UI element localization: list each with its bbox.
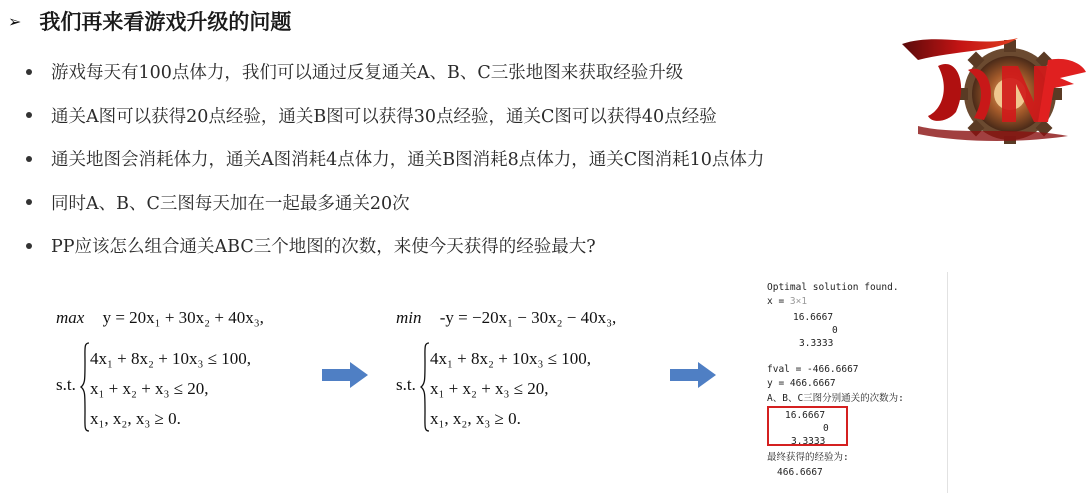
bullet-text: 通关地图会消耗体力，通关A图消耗4点体力，通关B图消耗8点体力，通关C图消耗10点体力 [51,150,765,171]
console-count-value: 3.3333 [791,436,826,447]
objective-min [396,308,616,328]
console-x-label: x = 3×1 [767,296,808,307]
constraint-count: x₁ + x₂ + x₃ ≤ 20, [430,379,549,398]
console-exp-label: 最终获得的经验为: [767,452,849,463]
bullet-item [26,224,946,268]
subject-to-label: s.t. [56,375,76,394]
console-y: y = 466.6667 [767,378,836,389]
bullet-dot-icon [26,112,32,118]
constraint-list [90,344,251,434]
slide-title-text: 我们再来看游戏升级的问题 [39,10,292,34]
bullet-text: 同时A、B、C三图每天加在一起最多通关20次 [51,193,410,214]
objective-expression: y = 20x₁ + 30x₂ + 40x₃, [102,308,264,327]
console-x-value: 3.3333 [799,338,834,349]
bullet-item [26,137,946,181]
right-arrow-icon [670,362,716,388]
console-found: Optimal solution found. [767,282,899,293]
left-brace-icon [80,342,90,432]
slide-title [8,6,291,36]
console-count-value: 16.6667 [785,410,826,421]
constraint-stamina: 4x₁ + 8x₂ + 10x₃ ≤ 100, [90,349,252,368]
bullet-dot-icon [26,199,32,205]
objective-max [56,308,264,328]
constraint-count: x₁ + x₂ + x₃ ≤ 20, [90,379,209,398]
console-x-value: 16.6667 [793,312,834,323]
matlab-console-output [757,272,948,493]
right-arrow-icon [322,362,368,388]
left-brace-icon [420,342,430,432]
console-x-value: 0 [832,325,838,336]
constraint-nonnegative: x₁, x₂, x₃ ≥ 0. [430,409,521,428]
max-keyword: max [56,308,85,327]
objective-expression: -y = −20x₁ − 30x₂ − 40x₃, [439,308,617,327]
constraint-stamina: 4x₁ + 8x₂ + 10x₃ ≤ 100, [430,349,592,368]
constraint-nonnegative: x₁, x₂, x₃ ≥ 0. [90,409,181,428]
arrow-bullet-icon: ➢ [8,11,22,31]
lp-min-formulation [396,308,656,438]
console-counts-label: A、B、C三图分别通关的次数为: [767,393,904,404]
bullet-item [26,50,946,94]
bullet-dot-icon [26,69,32,75]
min-keyword: min [396,308,422,327]
lp-max-formulation [56,308,316,438]
highlight-box [767,406,848,446]
bullet-text: 游戏每天有100点体力，我们可以通过反复通关A、B、C三张地图来获取经验升级 [51,63,684,84]
constraint-list [430,344,591,434]
bullet-list [26,50,946,268]
console-exp-value: 466.6667 [777,467,823,478]
bullet-text: PP应该怎么组合通关ABC三个地图的次数，来使今天获得的经验最大? [51,237,596,258]
subject-to-label: s.t. [396,375,416,394]
bullet-dot-icon [26,156,32,162]
bullet-item [26,94,946,138]
bullet-item [26,181,946,225]
bullet-dot-icon [26,243,32,249]
console-count-value: 0 [823,423,829,434]
game-logo [898,26,1088,144]
bullet-text: 通关A图可以获得20点经验，通关B图可以获得30点经验，通关C图可以获得40点经验 [51,106,717,127]
console-fval: fval = -466.6667 [767,364,859,375]
